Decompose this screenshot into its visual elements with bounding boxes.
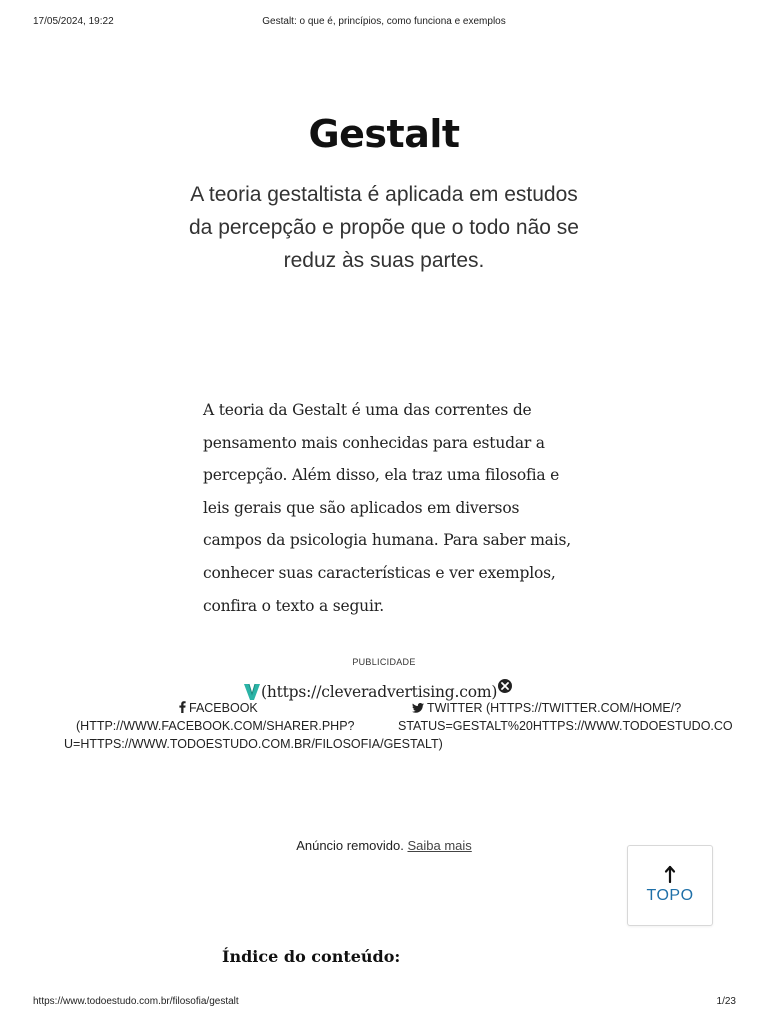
twitter-icon [412,703,424,713]
print-page-number: 1/23 [716,996,736,1007]
back-to-top-label: TOPO [646,887,694,904]
article-title: Gestalt [308,112,460,156]
clever-logo-icon [244,683,260,701]
content-index-title: Índice do conteúdo: [222,947,401,966]
facebook-icon [179,701,186,713]
learn-more-link[interactable]: Saiba mais [407,838,472,853]
twitter-share-url-line1[interactable]: STATUS=GESTALT%20HTTPS://WWW.TODOESTUDO.CO [398,719,733,733]
ad-label: PUBLICIDADE [352,657,416,667]
article-subtitle: A teoria gestaltista é aplicada em estudos da percepção e propõe que o todo não se reduz às suas partes. [189,183,579,272]
facebook-share-link[interactable] [179,700,258,717]
back-to-top-button[interactable] [627,845,713,926]
print-datetime: 17/05/2024, 19:22 [33,16,114,27]
print-page-title: Gestalt: o que é, princípios, como funciona e exemplos [262,16,506,27]
twitter-share-link[interactable] [412,700,681,717]
facebook-share-url-line2[interactable]: U=HTTPS://WWW.TODOESTUDO.COM.BR/FILOSOFIA/GESTALT) [64,737,443,751]
ad-removed-text: Anúncio removido. [296,838,404,853]
ad-link[interactable]: (https://cleveradvertising.com) [261,683,498,701]
close-ad-icon[interactable] [497,678,513,694]
print-footer-url: https://www.todoestudo.com.br/filosofia/gestalt [33,996,239,1007]
article-intro: A teoria da Gestalt é uma das correntes de pensamento mais conhecidas para estudar a percepção. Além disso, ela traz uma filosofia e leis gerais que são aplicados em diversos campos da psicologia humana. Para saber mais, conhecer suas características e ver exemplos, confira o texto a seguir. [203,401,571,615]
facebook-label[interactable]: FACEBOOK [189,701,258,715]
arrow-up-icon [664,865,676,883]
twitter-label[interactable]: TWITTER (HTTPS://TWITTER.COM/HOME/? [427,701,682,715]
facebook-share-url-line1[interactable]: (HTTP://WWW.FACEBOOK.COM/SHARER.PHP? [76,719,355,733]
